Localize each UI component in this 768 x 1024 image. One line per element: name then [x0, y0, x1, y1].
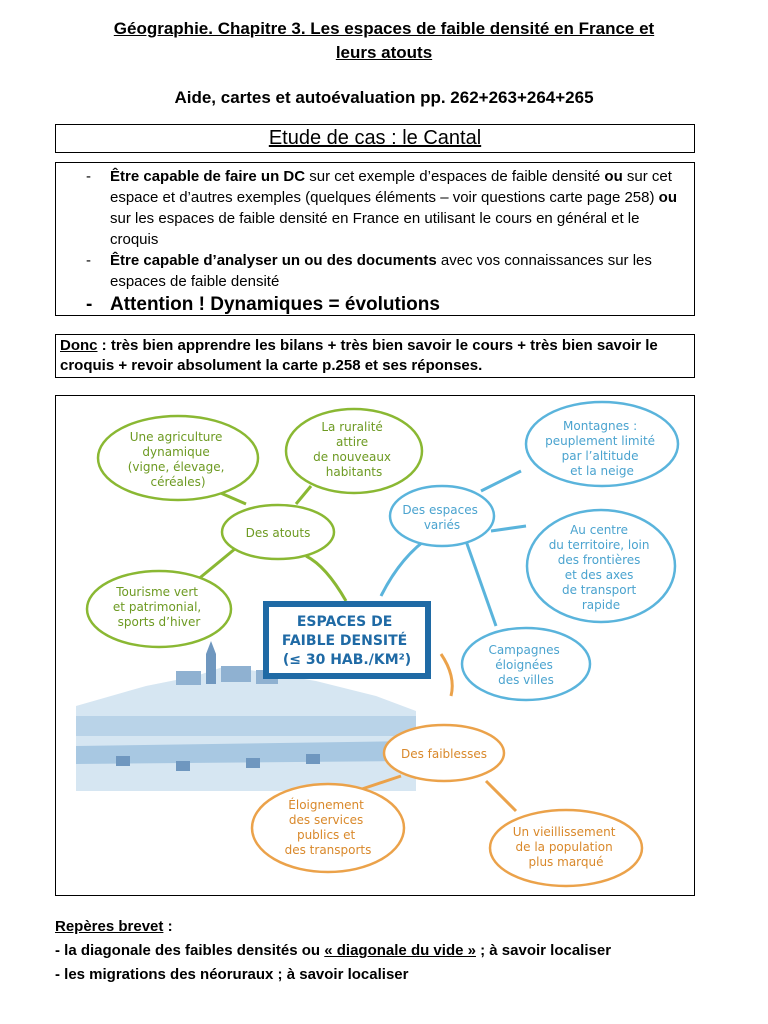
- objectives-list: [56, 163, 694, 318]
- node-montagnes: [526, 402, 678, 486]
- objectives-box: [55, 162, 695, 316]
- svg-text:ESPACES DE FAIBLE DENS: [282, 614, 412, 668]
- mind-map-svg: [56, 396, 694, 895]
- objective-1-ou-1: ou: [604, 168, 623, 185]
- reperes-line-1: [55, 939, 611, 963]
- case-study-box: [55, 124, 695, 153]
- centre-line-4: et des axes: [564, 568, 634, 582]
- node-campagnes: [462, 628, 590, 700]
- eloignement-line-3: publics et: [296, 828, 356, 842]
- arrow-varies-campagnes: [466, 541, 496, 626]
- montagnes-line-1: Montagnes :: [563, 419, 638, 433]
- vieillissement-line-2: de la population: [515, 840, 613, 854]
- arrow-center-faiblesses: [441, 654, 452, 696]
- atouts-label: Des atouts: [245, 526, 311, 540]
- svg-text:Tourisme vert et patri: [113, 585, 205, 629]
- center-line-2: FAIBLE DENSITÉ: [281, 633, 408, 649]
- objective-2-text: avec vos connaissances sur les espaces de faible densité: [110, 252, 652, 290]
- center-line-1: ESPACES DE: [296, 614, 393, 630]
- ruralite-line-1: La ruralité: [321, 420, 383, 434]
- node-faiblesses: [384, 725, 504, 781]
- objective-item-2: [110, 250, 686, 292]
- vieillissement-line-3: plus marqué: [528, 855, 604, 869]
- centre-line-1: Au centre: [570, 523, 629, 537]
- node-eloignement: [252, 784, 404, 872]
- arrow-center-atouts: [306, 556, 346, 601]
- centre-line-6: rapide: [581, 598, 621, 612]
- arrow-ruralite-atouts: [296, 486, 311, 504]
- montagnes-line-3: par l’altitude: [561, 449, 639, 463]
- arrow-faiblesses-vieillissement: [486, 781, 516, 811]
- tourisme-line-2: et patrimonial,: [112, 600, 202, 614]
- agri-line-1: Une agriculture: [129, 430, 223, 444]
- node-agriculture: [98, 416, 258, 500]
- vieillissement-line-1: Un vieillissement: [512, 825, 616, 839]
- objective-1-bold: Être capable de faire un DC: [110, 168, 306, 185]
- node-varies: [390, 486, 494, 546]
- reperes-line-1-underlined: « diagonale du vide »: [324, 942, 476, 959]
- agri-line-4: céréales): [150, 475, 206, 489]
- campagnes-line-2: éloignées: [495, 658, 553, 672]
- ruralite-line-3: de nouveaux: [313, 450, 392, 464]
- objective-2-bold: Être capable d’analyser un ou des documents: [110, 252, 437, 269]
- ruralite-line-2: attire: [336, 435, 369, 449]
- page-title: [60, 17, 708, 65]
- reperes-line-1-b: ; à savoir localiser: [475, 942, 612, 959]
- node-atouts: [222, 505, 334, 559]
- donc-label: Donc: [60, 337, 98, 354]
- reperes-line-2: - les migrations des néoruraux ; à savoir localiser: [55, 966, 409, 983]
- agri-line-2: dynamique: [142, 445, 210, 459]
- eloignement-line-4: des transports: [284, 843, 372, 857]
- node-ruralite: [286, 409, 422, 493]
- title-line-2: leurs atouts: [335, 43, 433, 62]
- mind-map-figure: [55, 395, 695, 896]
- node-centre: [527, 510, 675, 622]
- reperes-heading-line: [55, 915, 611, 939]
- case-study-title: Etude de cas : le Cantal: [268, 127, 482, 149]
- objective-1-ou-2: ou: [658, 189, 677, 206]
- page-subtitle: Aide, cartes et autoévaluation pp. 262+263+264+265: [174, 88, 594, 107]
- eloignement-line-2: des services: [288, 813, 364, 827]
- arrow-tourisme-atouts: [196, 548, 236, 581]
- objective-1-text-c: sur les espaces de faible densité en France en utilisant le cours en général et le croquis: [110, 210, 640, 248]
- eloignement-line-1: Éloignement: [288, 798, 364, 812]
- donc-box: [55, 334, 695, 378]
- faiblesses-label: Des faiblesses: [400, 747, 488, 761]
- title-line-1: Géographie. Chapitre 3. Les espaces de faible densité en France et: [113, 19, 655, 38]
- ruralite-line-4: habitants: [325, 465, 383, 479]
- center-box: [263, 601, 431, 679]
- svg-text:Campagnes éloignées: [488, 643, 563, 687]
- reperes-heading-suffix: :: [163, 918, 173, 935]
- objective-item-1: [110, 166, 686, 250]
- montagnes-line-2: peuplement limité: [545, 434, 656, 448]
- tourisme-line-1: Tourisme vert: [116, 585, 198, 599]
- arrow-varies-centre: [491, 526, 526, 531]
- varies-line-2: variés: [423, 518, 461, 532]
- tourisme-line-3: sports d’hiver: [117, 615, 201, 629]
- campagnes-line-1: Campagnes: [488, 643, 560, 657]
- objective-item-3: - Attention ! Dynamiques = évolutions: [110, 292, 686, 318]
- varies-line-1: Des espaces: [402, 503, 478, 517]
- center-line-3: (≤ 30 HAB./KM²): [282, 652, 412, 668]
- arrow-varies-montagnes: [481, 471, 521, 491]
- centre-line-5: de transport: [561, 583, 637, 597]
- svg-text:Un vieillissement de l: [513, 825, 619, 869]
- reperes-brevet: [55, 915, 611, 987]
- node-vieillissement: [490, 810, 642, 886]
- objective-1-text-a: sur cet exemple d’espaces de faible densité: [305, 168, 605, 185]
- node-tourisme: [87, 571, 231, 647]
- montagnes-line-4: et la neige: [570, 464, 634, 478]
- objective-1-text-b: sur cet espace et d’autres exemples (quelques éléments – voir questions carte page 258): [110, 168, 672, 206]
- centre-line-2: du territoire, loin: [548, 538, 650, 552]
- campagnes-line-3: des villes: [498, 673, 554, 687]
- centre-line-3: des frontières: [557, 553, 641, 567]
- reperes-line-1-a: - la diagonale des faibles densités ou: [55, 942, 325, 959]
- reperes-heading: Repères brevet: [55, 918, 164, 935]
- agri-line-3: (vigne, élevage,: [127, 460, 225, 474]
- donc-text: : très bien apprendre les bilans + très bien savoir le cours + très bien savoir le croquis + revoir absolument la carte p.258 et ses réponses.: [60, 337, 658, 374]
